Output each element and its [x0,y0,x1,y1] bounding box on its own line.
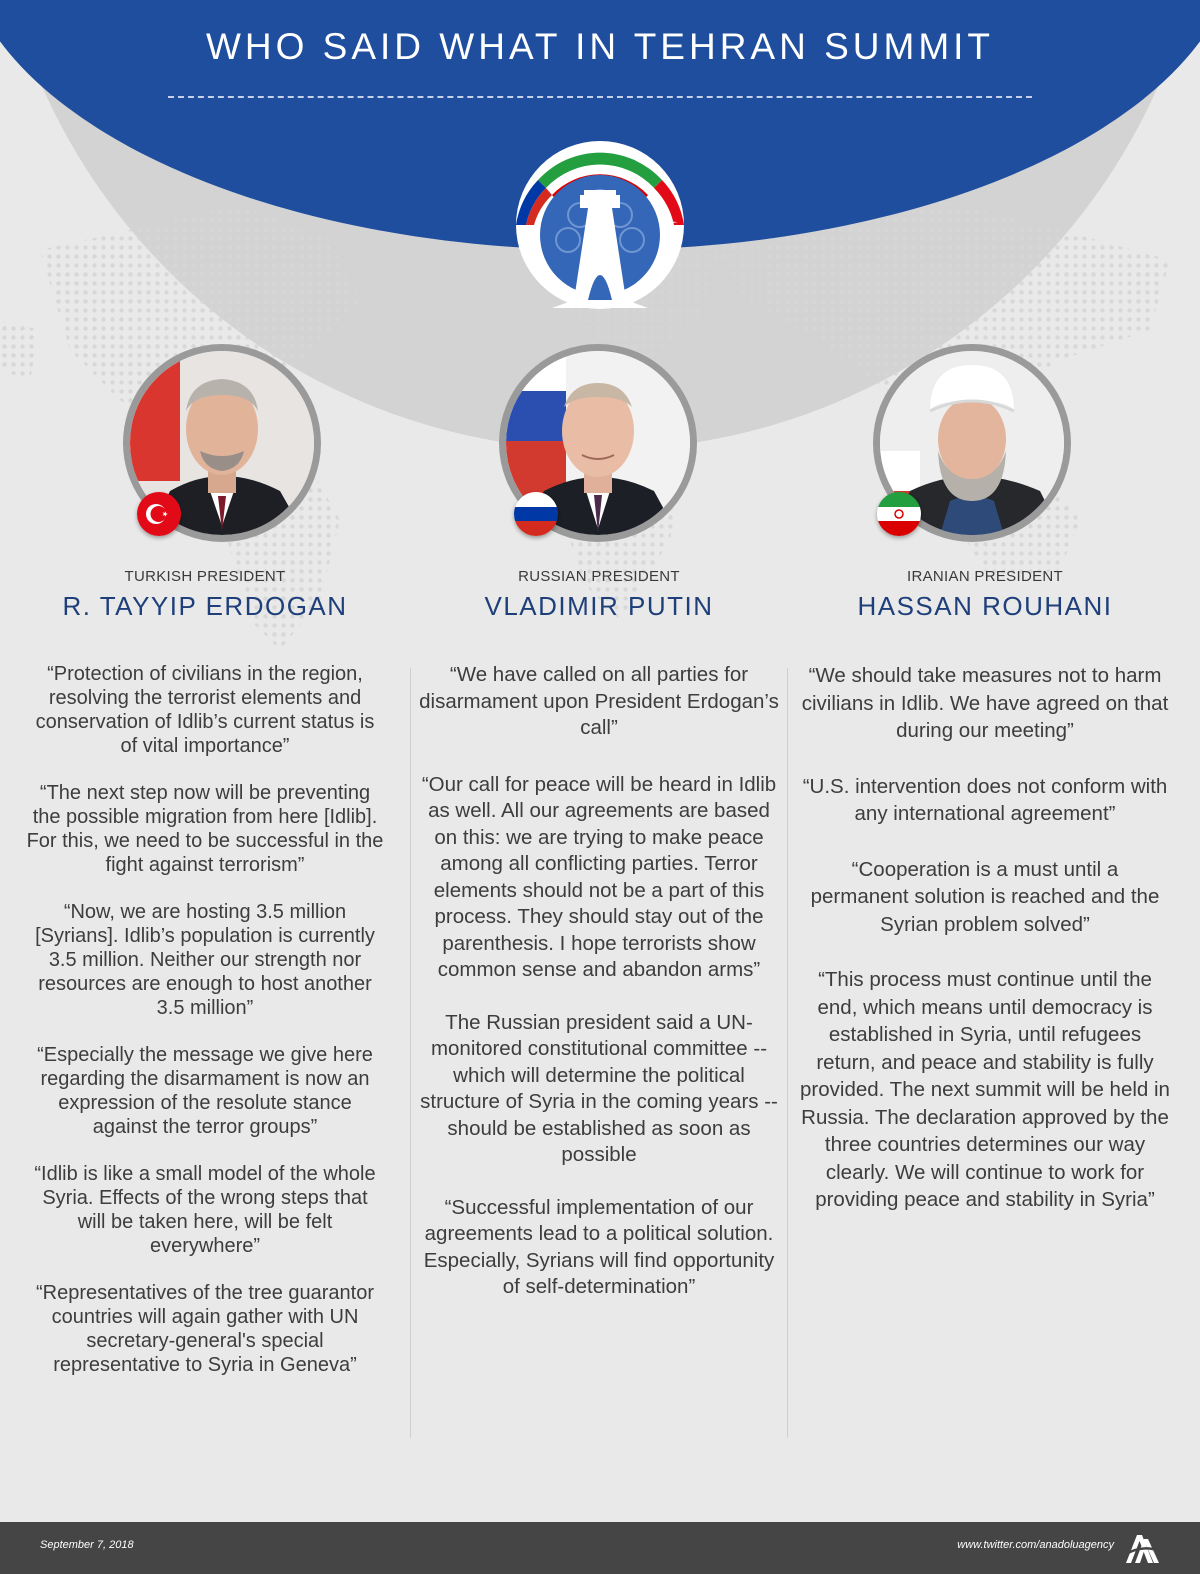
footer-date: September 7, 2018 [40,1539,134,1551]
quote: “We should take measures not to harm civilians in Idlib. We have agreed on that during our meeting” [801,664,1169,742]
quote: “Now, we are hosting 3.5 million [Syrians]. Idlib’s population is currently 3.5 million. Neither our strength nor resources are enough to host another 3.5 million” [35,901,375,1019]
leader-name: VLADIMIR PUTIN [484,591,714,621]
iran-flag-icon [877,492,921,536]
column-divider [787,668,788,1438]
quote: “Especially the message we give here regarding the disarmament is now an expression of the resolute stance against the terror groups” [37,1044,373,1138]
quote: “Representatives of the tree guarantor countries will again gather with UN secretary-general's special representative to Syria in Geneva” [36,1282,374,1376]
quote-list [26,662,384,1377]
leader-role: TURKISH PRESIDENT [124,568,286,585]
svg-text:☪: ☪ [668,220,681,236]
quote: “We have called on all parties for disarmament upon President Erdogan’s call” [419,663,779,739]
erdogan-column [26,568,384,1400]
quote: “U.S. intervention does not conform with any international agreement” [802,774,1168,825]
footer [0,1522,1200,1574]
rouhani-column [800,568,1170,1242]
quote: “Successful implementation of our agreements lead to a political solution. Especially, Syrians will find opportunity of self-determination” [423,1195,775,1298]
title-divider [168,96,1032,98]
leader-role: IRANIAN PRESIDENT [907,568,1063,585]
quote: “Cooperation is a must until a permanent solution is reached and the Syrian problem solved” [810,857,1160,936]
quote-list [418,662,780,1301]
quote: “Protection of civilians in the region, resolving the terrorist elements and conservation of Idlib’s current status is of vital importance” [35,663,375,757]
quote: “Idlib is like a small model of the whole Syria. Effects of the wrong steps that will be taken here, will be felt everywhere” [34,1163,376,1257]
quote: “Our call for peace will be heard in Idlib as well. All our agreements are based on this: we are trying to make peace among all conflicting parties. Terror elements should not be a part of this process. They should stay out of the parenthesis. I hope terrorists show common sense and abandon arms” [421,772,777,981]
column-divider [410,668,411,1438]
turkey-flag-icon [137,492,181,536]
quote: “The next step now will be preventing the possible migration from here [Idlib]. For this, we need to be successful in the fight against terrorism” [26,782,384,876]
quote: “This process must continue until the end, which means until democracy is established in Syria, until refugees return, and peace and stability is fully provided. The next summit will be held in Russia. The declaration approved by the three countries determines our way clearly. We will continue to work for providing peace and stability in Syria” [800,968,1170,1211]
page-title: WHO SAID WHAT IN TEHRAN SUMMIT [205,26,995,67]
quote-list [800,662,1170,1214]
russia-flag-icon [514,492,558,536]
quote: The Russian president said a UN-monitored constitutional committee -- which will determine the political structure of Syria in the coming years -- should be established as soon as possible [420,1010,778,1166]
putin-column [418,568,780,1327]
leader-role: RUSSIAN PRESIDENT [518,568,680,585]
leader-name: R. TAYYIP ERDOGAN [62,591,348,621]
aa-logo-icon[interactable] [1124,1531,1162,1565]
leader-name: HASSAN ROUHANI [857,591,1113,621]
azadi-tower-icon [508,140,692,310]
twitter-link[interactable]: www.twitter.com/anadoluagency [957,1539,1114,1551]
